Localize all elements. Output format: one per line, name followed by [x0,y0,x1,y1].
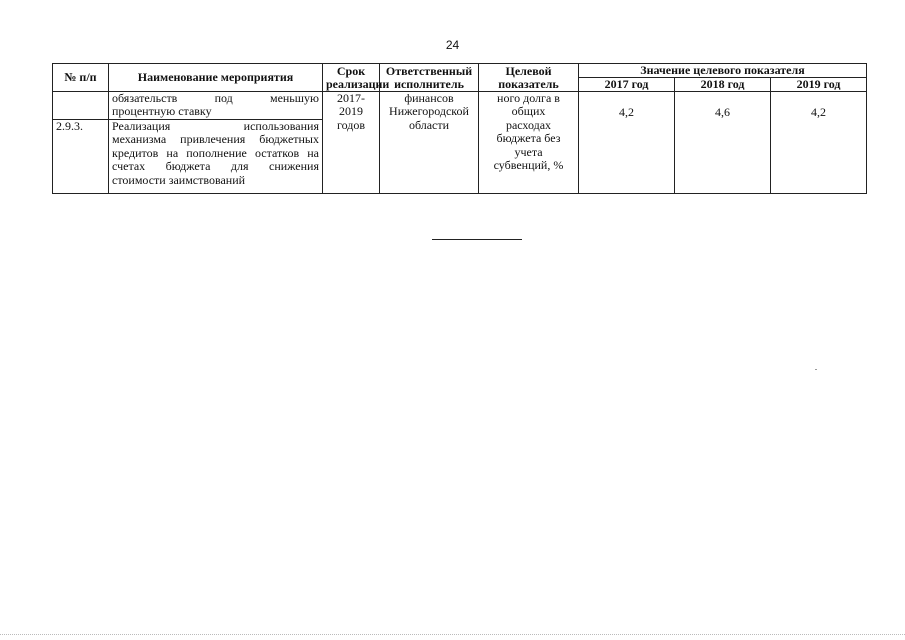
target-indicator-cell: ного долга в общих расходах бюджета без учета субвенций, % [479,92,579,194]
scan-edge-dots [0,634,905,635]
page-number: 24 [445,38,460,52]
value-2017: 4,2 [579,92,675,194]
measure-name-continued: обязательств под меньшую процентную ставку [109,92,323,120]
value-2018: 4,6 [675,92,771,194]
measure-name: Реализация использования механизма привлечения бюджетных кредитов на пополнение остатков на счетах бюджета для снижения стоимости заимствований [109,120,323,194]
table-row [53,92,867,120]
measures-table [52,63,867,194]
header-year-2019: 2019 год [771,78,867,92]
term-cell: 2017-2019 годов [323,92,380,194]
scan-speck [815,369,817,370]
header-responsible: Ответственный исполнитель [380,64,479,92]
header-year-2017: 2017 год [579,78,675,92]
header-year-2018: 2018 год [675,78,771,92]
row-number [53,92,109,120]
row-number: 2.9.3. [53,120,109,194]
separator-line [432,239,522,240]
responsible-cell: финансов Нижегородской области [380,92,479,194]
header-measure-name: Наименование мероприятия [109,64,323,92]
header-term: Срок реализации [323,64,380,92]
header-number: № п/п [53,64,109,92]
header-target-indicator: Целевой показатель [479,64,579,92]
header-target-values: Значение целевого показателя [579,64,867,78]
value-2019: 4,2 [771,92,867,194]
